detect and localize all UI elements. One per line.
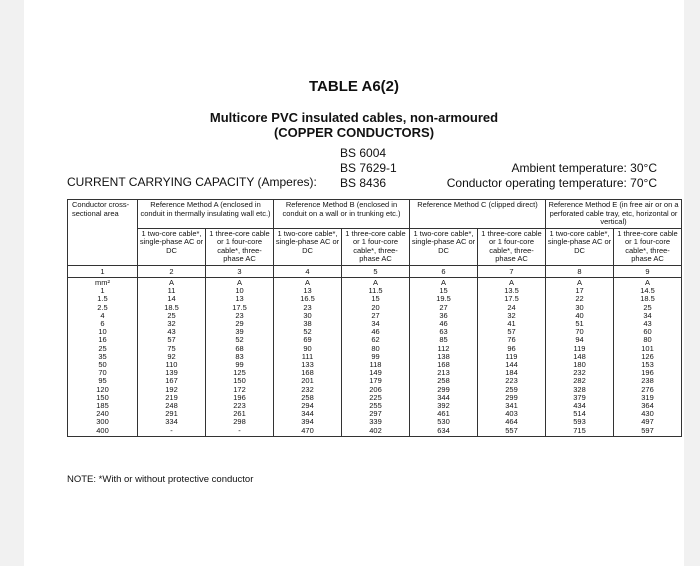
value-cell: 464 (505, 417, 518, 427)
value-cell: 99 (371, 351, 380, 361)
value-cell: 240 (96, 409, 109, 419)
value-cell: 35 (98, 351, 107, 361)
value-cell: 341 (505, 401, 518, 411)
value-cell: 43 (167, 327, 176, 337)
value-cell: 232 (301, 384, 314, 394)
value-cell: 150 (233, 376, 246, 386)
value-cell: 25 (98, 343, 107, 353)
method-c-header: Reference Method C (clipped direct) (410, 200, 546, 229)
value-cell: 530 (437, 417, 450, 427)
capacity-label: CURRENT CARRYING CAPACITY (Amperes): (67, 175, 317, 189)
value-cell: 223 (233, 401, 246, 411)
value-cell: 83 (235, 351, 244, 361)
value-cell: 80 (643, 335, 652, 345)
data-column (546, 278, 614, 437)
value-cell: 99 (235, 360, 244, 370)
value-cell: 119 (505, 351, 518, 361)
value-cell: 95 (98, 376, 107, 386)
unit-cell: A (304, 278, 310, 287)
value-cell: 18.5 (640, 294, 655, 304)
data-column (274, 278, 342, 437)
value-cell: 23 (235, 310, 244, 320)
value-cell: 334 (165, 417, 178, 427)
unit-cell: A (168, 278, 174, 287)
value-cell: 168 (437, 360, 450, 370)
value-cell: 344 (437, 392, 450, 402)
standard-3: BS 8436 (340, 176, 387, 190)
value-cell: 339 (369, 417, 382, 427)
value-cell: 434 (573, 401, 586, 411)
value-cell: 258 (301, 392, 314, 402)
value-cell: 379 (573, 392, 586, 402)
data-column (68, 278, 138, 437)
value-cell: 14.5 (640, 286, 655, 296)
value-cell: 68 (235, 343, 244, 353)
data-column (138, 278, 206, 437)
value-cell: 32 (167, 319, 176, 329)
value-cell: 299 (505, 392, 518, 402)
cable-type-header-row (68, 228, 682, 265)
ambient-temperature: Ambient temperature: 30°C (511, 161, 657, 175)
value-cell: 96 (507, 343, 516, 353)
column-number: 8 (546, 265, 614, 278)
value-cell: 20 (371, 302, 380, 312)
method-e-header: Reference Method E (in free air or on a perforated cable tray, etc, horizontal or vertical) (546, 200, 682, 229)
standard-1: BS 6004 (340, 146, 387, 160)
conductor-area-header: Conductor cross-sectional area (68, 200, 138, 266)
column-number: 2 (138, 265, 206, 278)
value-cell: 19.5 (436, 294, 451, 304)
value-cell: 111 (301, 351, 314, 361)
method-b-header: Reference Method B (enclosed in conduit on a wall or in trunking etc.) (274, 200, 410, 229)
value-cell: 430 (641, 409, 654, 419)
value-cell: 180 (573, 360, 586, 370)
value-cell: 41 (507, 319, 516, 329)
data-row (68, 278, 682, 437)
unit-cell: A (440, 278, 446, 287)
table-title: TABLE A6(2) (309, 78, 399, 95)
value-cell: 16 (98, 335, 107, 345)
value-cell: 92 (167, 351, 176, 361)
value-cell: 557 (505, 425, 518, 435)
value-cell: 125 (233, 368, 246, 378)
value-cell: 276 (641, 384, 654, 394)
value-cell: 15 (371, 294, 380, 304)
value-cell: 328 (573, 384, 586, 394)
value-cell: 94 (575, 335, 584, 345)
value-cell: 139 (165, 368, 178, 378)
value-cell: 13.5 (504, 286, 519, 296)
table-subtitle (24, 110, 684, 140)
value-cell: 118 (369, 360, 382, 370)
three-phase-header: 1 three-core cable or 1 four-core cable*, three-phase AC (206, 228, 274, 265)
table-note: NOTE: *With or without protective conductor (67, 474, 254, 485)
value-cell: 29 (235, 319, 244, 329)
unit-cell: A (236, 278, 242, 287)
value-cell: 38 (303, 319, 312, 329)
value-cell: 10 (235, 286, 244, 296)
value-cell: 364 (641, 401, 654, 411)
value-cell: 196 (641, 368, 654, 378)
value-cell: 153 (641, 360, 654, 370)
value-cell: 17.5 (232, 302, 247, 312)
value-cell: 52 (303, 327, 312, 337)
value-cell: 17.5 (504, 294, 519, 304)
value-cell: - (238, 425, 241, 435)
value-cell: 46 (371, 327, 380, 337)
value-cell: 344 (301, 409, 314, 419)
value-cell: 206 (369, 384, 382, 394)
value-cell: 17 (575, 286, 584, 296)
value-cell: 39 (235, 327, 244, 337)
three-phase-header: 1 three-core cable or 1 four-core cable*, three-phase AC (478, 228, 546, 265)
value-cell: 255 (369, 401, 382, 411)
single-phase-header: 1 two-core cable*, single-phase AC or DC (274, 228, 342, 265)
value-cell: 238 (641, 376, 654, 386)
value-cell: 149 (369, 368, 382, 378)
value-cell: 36 (439, 310, 448, 320)
value-cell: 259 (505, 384, 518, 394)
value-cell: 213 (437, 368, 450, 378)
value-cell: 138 (437, 351, 450, 361)
capacity-table (67, 199, 682, 437)
value-cell: 25 (167, 310, 176, 320)
value-cell: 1 (100, 286, 105, 296)
value-cell: 219 (165, 392, 178, 402)
value-cell: 461 (437, 409, 450, 419)
value-cell: 13 (303, 286, 312, 296)
value-cell: 403 (505, 409, 518, 419)
value-cell: 192 (165, 384, 178, 394)
value-cell: 34 (371, 319, 380, 329)
value-cell: 70 (98, 368, 107, 378)
value-cell: 715 (573, 425, 586, 435)
value-cell: 497 (641, 417, 654, 427)
value-cell: 258 (437, 376, 450, 386)
column-number: 1 (68, 265, 138, 278)
value-cell: 32 (507, 310, 516, 320)
value-cell: 248 (165, 401, 178, 411)
value-cell: 16.5 (300, 294, 315, 304)
value-cell: 400 (96, 425, 109, 435)
value-cell: 62 (371, 335, 380, 345)
value-cell: 150 (96, 392, 109, 402)
value-cell: 27 (371, 310, 380, 320)
value-cell: 133 (301, 360, 314, 370)
operating-temperature: Conductor operating temperature: 70°C (446, 176, 657, 190)
column-number: 7 (478, 265, 546, 278)
value-cell: 90 (303, 343, 312, 353)
value-cell: 80 (371, 343, 380, 353)
column-number: 6 (410, 265, 478, 278)
value-cell: 298 (233, 417, 246, 427)
value-cell: 282 (573, 376, 586, 386)
value-cell: 30 (575, 302, 584, 312)
document-page (24, 0, 684, 566)
value-cell: 69 (303, 335, 312, 345)
value-cell: 57 (167, 335, 176, 345)
value-cell: 297 (369, 409, 382, 419)
value-cell: 101 (641, 343, 654, 353)
data-column (410, 278, 478, 437)
data-column (206, 278, 274, 437)
value-cell: - (170, 425, 173, 435)
value-cell: 232 (573, 368, 586, 378)
value-cell: 148 (573, 351, 586, 361)
value-cell: 14 (167, 294, 176, 304)
value-cell: 11 (167, 286, 176, 296)
subtitle-line-2: (COPPER CONDUCTORS) (273, 125, 435, 140)
value-cell: 112 (437, 343, 450, 353)
value-cell: 18.5 (164, 302, 179, 312)
unit-cell: A (372, 278, 378, 287)
three-phase-header: 1 three-core cable or 1 four-core cable*, three-phase AC (342, 228, 410, 265)
value-cell: 597 (641, 425, 654, 435)
value-cell: 634 (437, 425, 450, 435)
value-cell: 223 (505, 376, 518, 386)
single-phase-header: 1 two-core cable*, single-phase AC or DC (138, 228, 206, 265)
value-cell: 13 (235, 294, 244, 304)
column-number: 5 (342, 265, 410, 278)
value-cell: 167 (165, 376, 178, 386)
value-cell: 34 (643, 310, 652, 320)
unit-cell: mm² (95, 278, 110, 287)
column-number-row (68, 265, 682, 278)
value-cell: 60 (643, 327, 652, 337)
value-cell: 119 (573, 343, 586, 353)
value-cell: 15 (439, 286, 448, 296)
unit-cell: A (508, 278, 514, 287)
value-cell: 201 (301, 376, 314, 386)
subtitle-line-1: Multicore PVC insulated cables, non-armoured (209, 110, 499, 125)
unit-cell: A (644, 278, 650, 287)
value-cell: 196 (233, 392, 246, 402)
single-phase-header: 1 two-core cable*, single-phase AC or DC (410, 228, 478, 265)
value-cell: 11.5 (368, 286, 383, 296)
value-cell: 27 (439, 302, 448, 312)
value-cell: 470 (301, 425, 314, 435)
value-cell: 46 (439, 319, 448, 329)
value-cell: 85 (439, 335, 448, 345)
value-cell: 185 (96, 401, 109, 411)
value-cell: 514 (573, 409, 586, 419)
three-phase-header: 1 three-core cable or 1 four-core cable*, three-phase AC (614, 228, 682, 265)
value-cell: 4 (100, 310, 105, 320)
value-cell: 110 (165, 360, 178, 370)
value-cell: 120 (96, 384, 109, 394)
value-cell: 402 (369, 425, 382, 435)
value-cell: 179 (369, 376, 382, 386)
unit-cell: A (576, 278, 582, 287)
value-cell: 2.5 (97, 302, 108, 312)
value-cell: 25 (643, 302, 652, 312)
method-a-header: Reference Method A (enclosed in conduit in thermally insulating wall etc.) (138, 200, 274, 229)
value-cell: 168 (301, 368, 314, 378)
data-column (614, 278, 682, 437)
value-cell: 291 (165, 409, 178, 419)
value-cell: 43 (643, 319, 652, 329)
value-cell: 52 (235, 335, 244, 345)
value-cell: 225 (369, 392, 382, 402)
value-cell: 70 (575, 327, 584, 337)
value-cell: 6 (100, 319, 105, 329)
value-cell: 51 (575, 319, 584, 329)
single-phase-header: 1 two-core cable*, single-phase AC or DC (546, 228, 614, 265)
value-cell: 30 (303, 310, 312, 320)
column-number: 3 (206, 265, 274, 278)
value-cell: 40 (575, 310, 584, 320)
value-cell: 299 (437, 384, 450, 394)
data-column (478, 278, 546, 437)
column-number: 9 (614, 265, 682, 278)
value-cell: 184 (505, 368, 518, 378)
value-cell: 392 (437, 401, 450, 411)
data-column (342, 278, 410, 437)
value-cell: 75 (167, 343, 176, 353)
value-cell: 10 (98, 327, 107, 337)
value-cell: 76 (507, 335, 516, 345)
value-cell: 126 (641, 351, 654, 361)
value-cell: 144 (505, 360, 518, 370)
value-cell: 50 (98, 360, 107, 370)
standard-2: BS 7629-1 (340, 161, 397, 175)
value-cell: 24 (507, 302, 516, 312)
value-cell: 394 (301, 417, 314, 427)
value-cell: 1.5 (97, 294, 108, 304)
value-cell: 261 (233, 409, 246, 419)
value-cell: 294 (301, 401, 314, 411)
value-cell: 593 (573, 417, 586, 427)
value-cell: 23 (303, 302, 312, 312)
value-cell: 22 (575, 294, 584, 304)
value-cell: 319 (641, 392, 654, 402)
value-cell: 172 (233, 384, 246, 394)
value-cell: 300 (96, 417, 109, 427)
method-header-row (68, 200, 682, 229)
value-cell: 57 (507, 327, 516, 337)
value-cell: 63 (439, 327, 448, 337)
column-number: 4 (274, 265, 342, 278)
